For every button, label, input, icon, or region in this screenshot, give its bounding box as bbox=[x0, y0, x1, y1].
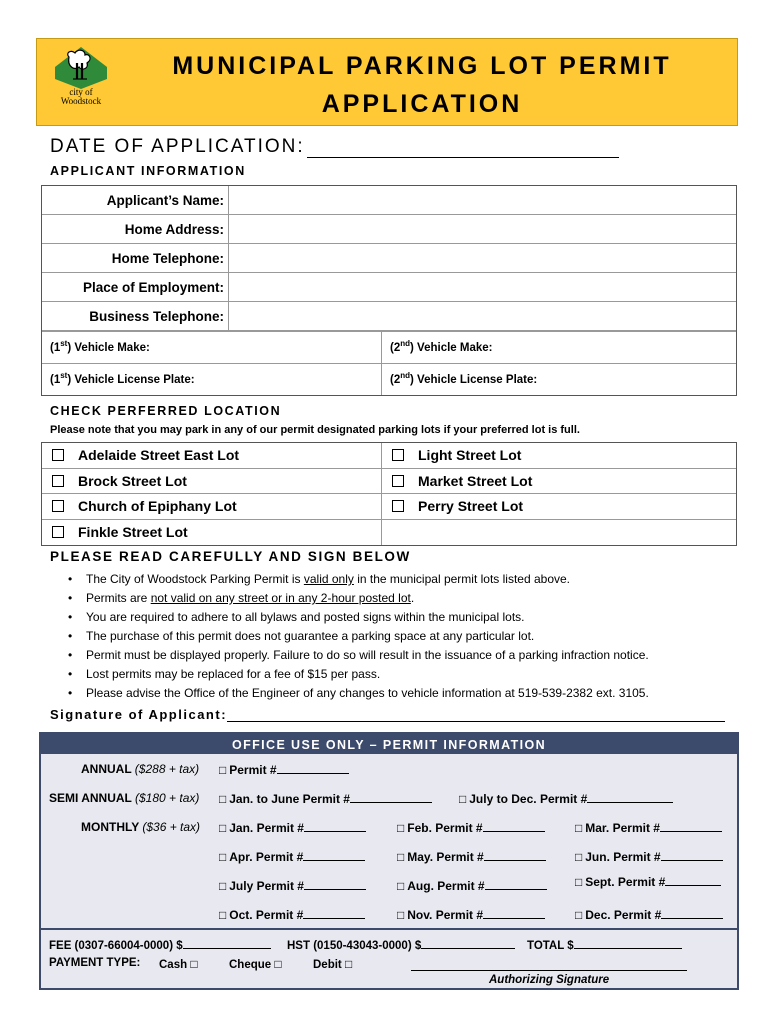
annual-label: ANNUAL bbox=[81, 762, 132, 776]
location-label: Church of Epiphany Lot bbox=[78, 498, 237, 515]
location-heading: CHECK PERFERRED LOCATION bbox=[50, 404, 282, 418]
field-label: Business Telephone: bbox=[42, 302, 229, 330]
v1-make-post: ) Vehicle Make: bbox=[67, 342, 150, 354]
logo-text bbox=[53, 88, 109, 106]
month-field[interactable] bbox=[661, 907, 723, 919]
month-permit[interactable] bbox=[575, 820, 722, 835]
month-field[interactable] bbox=[303, 907, 365, 919]
location-option[interactable] bbox=[382, 443, 736, 469]
month-permit[interactable] bbox=[397, 849, 546, 864]
checkbox[interactable] bbox=[52, 500, 64, 512]
checkbox-icon[interactable]: □ bbox=[575, 875, 583, 889]
month-permit[interactable] bbox=[397, 907, 545, 922]
semi-2-field[interactable] bbox=[587, 791, 673, 803]
v2-make-post: ) Vehicle Make: bbox=[410, 342, 493, 354]
checkbox-icon[interactable]: □ bbox=[219, 879, 227, 893]
location-label: Perry Street Lot bbox=[418, 498, 524, 515]
month-field[interactable] bbox=[483, 907, 545, 919]
checkbox-icon[interactable]: □ bbox=[397, 908, 405, 922]
month-permit[interactable] bbox=[219, 907, 365, 922]
list-item: • Lost permits may be replaced for a fee of $15 per pass. bbox=[66, 665, 746, 684]
hst-label: HST (0150-43043-0000) $ bbox=[287, 940, 422, 952]
checkbox-icon[interactable]: □ bbox=[459, 792, 467, 806]
total-label: TOTAL $ bbox=[527, 940, 574, 952]
month-permit[interactable] bbox=[397, 820, 545, 835]
month-permit[interactable] bbox=[219, 878, 366, 893]
logo-woodstock: Woodstock bbox=[60, 96, 102, 106]
authorizing-signature-label: Authorizing Signature bbox=[489, 974, 610, 986]
checkbox[interactable] bbox=[392, 449, 404, 461]
table-row bbox=[42, 215, 736, 244]
date-of-application bbox=[50, 136, 619, 158]
fee-divider bbox=[41, 928, 737, 930]
woodstock-logo-icon bbox=[51, 45, 111, 117]
location-label: Light Street Lot bbox=[418, 447, 522, 464]
list-item: • You are required to adhere to all bylaws and posted signs within the municipal lots. bbox=[66, 608, 746, 627]
checkbox-icon[interactable]: □ bbox=[219, 792, 227, 806]
location-note: Please note that you may park in any of our permit designated parking lots if your preferred lot is full. bbox=[50, 424, 580, 436]
location-label: Brock Street Lot bbox=[78, 472, 187, 489]
semi-2-label: July to Dec. Permit # bbox=[469, 792, 588, 806]
annual-permit[interactable] bbox=[219, 762, 349, 777]
month-field[interactable] bbox=[660, 820, 722, 832]
month-field[interactable] bbox=[303, 849, 365, 861]
term-underline: valid only bbox=[303, 572, 354, 586]
month-field[interactable] bbox=[483, 820, 545, 832]
field-label: Home Telephone: bbox=[42, 244, 229, 272]
annual-permit-field[interactable] bbox=[277, 762, 349, 774]
monthly-price: ($36 + tax) bbox=[142, 820, 201, 834]
v2-make-sup: nd bbox=[400, 339, 411, 349]
checkbox-icon[interactable]: □ bbox=[190, 957, 198, 971]
hst-field[interactable] bbox=[421, 937, 515, 949]
month-label: Oct. Permit # bbox=[229, 908, 304, 922]
vehicle-1-make-field[interactable] bbox=[42, 332, 382, 363]
list-item bbox=[66, 570, 746, 589]
terms-list bbox=[66, 570, 746, 703]
vehicle-1-plate-field[interactable] bbox=[42, 364, 382, 395]
month-label: Aug. Permit # bbox=[407, 879, 485, 893]
checkbox[interactable] bbox=[392, 500, 404, 512]
checkbox-icon[interactable]: □ bbox=[219, 850, 227, 864]
month-field[interactable] bbox=[484, 849, 546, 861]
checkbox[interactable] bbox=[392, 475, 404, 487]
table-row bbox=[42, 363, 736, 395]
checkbox-icon[interactable]: □ bbox=[575, 908, 583, 922]
term-text: Permits are bbox=[86, 591, 151, 605]
checkbox[interactable] bbox=[52, 475, 64, 487]
debit-option[interactable] bbox=[313, 957, 355, 971]
table-row bbox=[42, 302, 736, 331]
field-label: Place of Employment: bbox=[42, 273, 229, 301]
applicant-info-heading: APPLICANT INFORMATION bbox=[50, 164, 246, 178]
month-field[interactable] bbox=[304, 878, 366, 890]
field-label: Home Address: bbox=[42, 215, 229, 243]
vehicle-2-plate-field[interactable] bbox=[382, 364, 736, 395]
table-row bbox=[42, 244, 736, 273]
place-of-employment-field[interactable] bbox=[229, 273, 736, 301]
month-label: Feb. Permit # bbox=[407, 821, 483, 835]
table-row bbox=[42, 273, 736, 302]
home-address-field[interactable] bbox=[229, 215, 736, 243]
signature-field[interactable] bbox=[227, 708, 725, 722]
table-row bbox=[42, 331, 736, 363]
title-line-2: APPLICATION bbox=[321, 90, 523, 118]
total-row bbox=[527, 937, 682, 952]
cheque-label: Cheque bbox=[229, 959, 272, 971]
list-item: • The purchase of this permit does not guarantee a parking space at any particular lot. bbox=[66, 627, 746, 646]
month-permit[interactable] bbox=[219, 820, 366, 835]
month-field[interactable] bbox=[485, 878, 547, 890]
page-title bbox=[107, 47, 737, 123]
semi-price: ($180 + tax) bbox=[135, 791, 200, 805]
home-telephone-field[interactable] bbox=[229, 244, 736, 272]
cheque-option[interactable] bbox=[229, 957, 285, 971]
semi-1-field[interactable] bbox=[350, 791, 432, 803]
form-header bbox=[36, 38, 738, 126]
location-option[interactable] bbox=[42, 443, 381, 469]
term-text: The City of Woodstock Parking Permit is bbox=[86, 572, 304, 586]
checkbox-icon[interactable]: □ bbox=[344, 957, 353, 971]
month-field[interactable] bbox=[304, 820, 366, 832]
checkbox-icon[interactable]: □ bbox=[397, 850, 405, 864]
list-item: • Please advise the Office of the Engineer of any changes to vehicle information at 519-539-2382 ext. 3105. bbox=[66, 684, 746, 703]
applicant-info-table bbox=[41, 185, 737, 396]
date-field[interactable] bbox=[307, 140, 619, 158]
logo-city-of: city of bbox=[69, 87, 93, 97]
monthly-row-label bbox=[81, 820, 200, 834]
checkbox-icon[interactable]: □ bbox=[397, 879, 405, 893]
month-permit[interactable] bbox=[575, 849, 723, 864]
month-permit[interactable] bbox=[219, 849, 365, 864]
checkbox-icon[interactable]: □ bbox=[219, 821, 227, 835]
month-label: Sept. Permit # bbox=[585, 875, 666, 889]
table-row bbox=[42, 186, 736, 215]
location-table bbox=[41, 442, 737, 546]
v1-make-pre: (1 bbox=[50, 342, 61, 354]
list-item: • Permit must be displayed properly. Failure to do so will result in the issuance of a parking infraction notice. bbox=[66, 646, 746, 665]
business-telephone-field[interactable] bbox=[229, 302, 736, 330]
v2-plate-post: ) Vehicle License Plate: bbox=[410, 374, 538, 386]
checkbox-icon[interactable]: □ bbox=[397, 821, 405, 835]
checkbox-icon[interactable]: □ bbox=[575, 821, 583, 835]
hst-row bbox=[287, 937, 515, 952]
semi-permit-2[interactable] bbox=[459, 791, 673, 806]
term-text: in the municipal permit lots listed above. bbox=[353, 572, 570, 586]
cash-label: Cash bbox=[159, 959, 188, 971]
checkbox[interactable] bbox=[52, 526, 64, 538]
location-option[interactable] bbox=[382, 494, 736, 520]
applicant-name-field[interactable] bbox=[229, 186, 736, 214]
signature-line bbox=[50, 707, 725, 722]
v2-make-pre: (2 bbox=[390, 342, 401, 354]
annual-row-label bbox=[81, 762, 199, 776]
location-label: Adelaide Street East Lot bbox=[78, 447, 240, 464]
semi-permit-1[interactable] bbox=[219, 791, 432, 806]
location-option[interactable] bbox=[42, 520, 381, 546]
month-label: Dec. Permit # bbox=[585, 908, 662, 922]
checkbox-icon[interactable]: □ bbox=[274, 957, 282, 971]
term-underline: not valid on any street or in any 2-hour posted lot bbox=[150, 591, 411, 605]
location-label: Finkle Street Lot bbox=[78, 524, 188, 541]
field-label: Applicant’s Name: bbox=[42, 186, 229, 214]
location-empty bbox=[382, 520, 736, 546]
v1-make-sup: st bbox=[60, 339, 68, 349]
total-field[interactable] bbox=[574, 937, 682, 949]
fee-row bbox=[49, 937, 271, 952]
checkbox-icon[interactable]: □ bbox=[219, 763, 227, 777]
payment-type-label: PAYMENT TYPE: bbox=[49, 957, 141, 969]
list-item bbox=[66, 589, 746, 608]
office-use-section bbox=[39, 732, 739, 990]
v2-plate-pre: (2 bbox=[390, 374, 401, 386]
location-column-right bbox=[382, 443, 736, 545]
location-option[interactable] bbox=[42, 469, 381, 495]
title-line-1: MUNICIPAL PARKING LOT PERMIT bbox=[172, 52, 672, 80]
semi-row-label bbox=[49, 791, 199, 805]
fee-field[interactable] bbox=[183, 937, 271, 949]
vehicle-2-make-field[interactable] bbox=[382, 332, 736, 363]
terms-heading: PLEASE READ CAREFULLY AND SIGN BELOW bbox=[50, 549, 411, 564]
v1-plate-pre: (1 bbox=[50, 374, 61, 386]
monthly-label: MONTHLY bbox=[81, 820, 140, 834]
semi-1-label: Jan. to June Permit # bbox=[229, 792, 350, 806]
month-field[interactable] bbox=[661, 849, 723, 861]
v1-plate-post: ) Vehicle License Plate: bbox=[67, 374, 195, 386]
checkbox-icon[interactable]: □ bbox=[575, 850, 583, 864]
fee-label: FEE (0307-66004-0000) $ bbox=[49, 940, 183, 952]
month-field[interactable] bbox=[665, 874, 721, 886]
debit-label: Debit bbox=[313, 959, 342, 971]
term-text: . bbox=[410, 591, 415, 605]
date-label: DATE OF APPLICATION: bbox=[50, 136, 305, 157]
authorizing-signature-field[interactable] bbox=[411, 970, 687, 971]
semi-label: SEMI ANNUAL bbox=[49, 791, 132, 805]
location-option[interactable] bbox=[382, 469, 736, 495]
cash-option[interactable] bbox=[159, 957, 201, 971]
month-label: July Permit # bbox=[229, 879, 304, 893]
month-permit[interactable] bbox=[575, 874, 721, 889]
month-label: Nov. Permit # bbox=[407, 908, 484, 922]
month-label: Jan. Permit # bbox=[229, 821, 304, 835]
month-label: Apr. Permit # bbox=[229, 850, 304, 864]
v2-plate-sup: nd bbox=[400, 371, 411, 381]
annual-permit-label: Permit # bbox=[229, 763, 277, 777]
month-permit[interactable] bbox=[575, 907, 723, 922]
checkbox[interactable] bbox=[52, 449, 64, 461]
signature-label: Signature of Applicant: bbox=[50, 707, 228, 722]
month-label: Mar. Permit # bbox=[585, 821, 660, 835]
month-permit[interactable] bbox=[397, 878, 547, 893]
month-label: May. Permit # bbox=[407, 850, 484, 864]
checkbox-icon[interactable]: □ bbox=[219, 908, 227, 922]
v1-plate-sup: st bbox=[60, 371, 68, 381]
month-label: Jun. Permit # bbox=[585, 850, 661, 864]
annual-price: ($288 + tax) bbox=[134, 762, 200, 776]
location-option[interactable] bbox=[42, 494, 381, 520]
office-use-heading: OFFICE USE ONLY – PERMIT INFORMATION bbox=[41, 734, 737, 754]
location-column-left bbox=[42, 443, 382, 545]
location-label: Market Street Lot bbox=[418, 472, 533, 489]
